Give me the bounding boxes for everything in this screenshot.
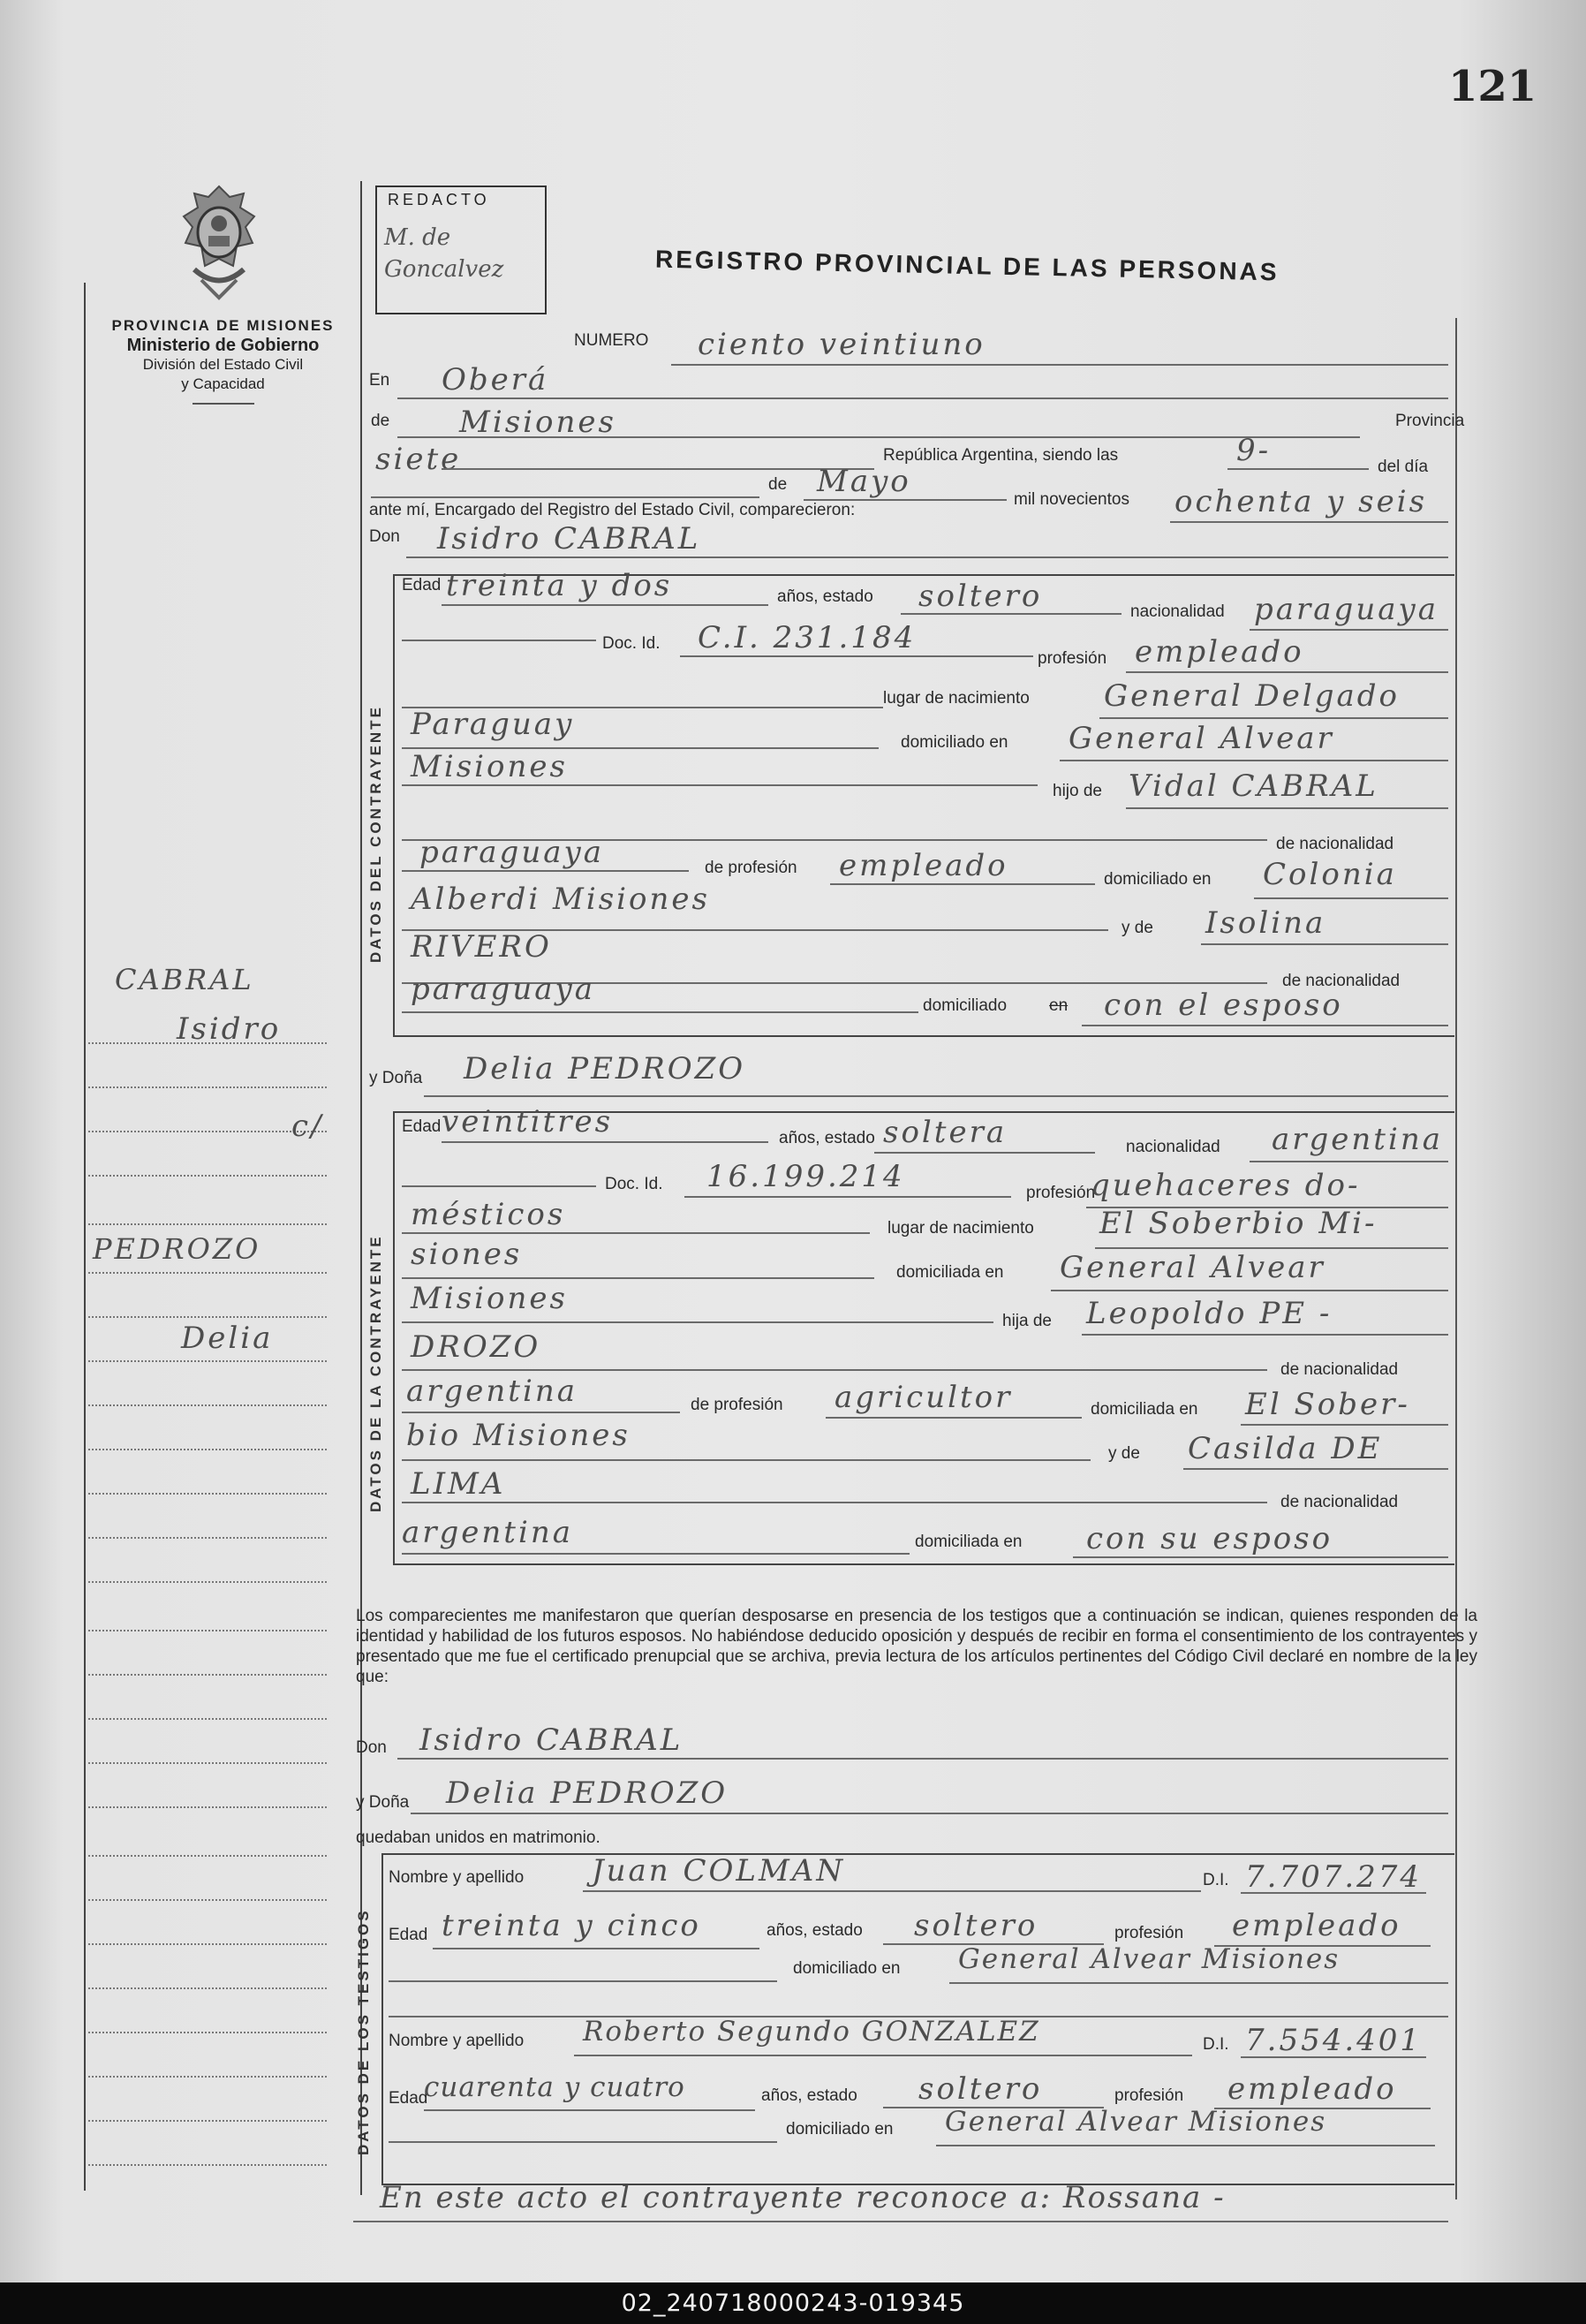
redacto-box [375,185,547,314]
profesion-label-4: profesión [1114,2086,1184,2105]
contrayenta-padre-1: Leopoldo PE - [1086,1296,1333,1331]
contrayente-padre: Vidal CABRAL [1129,768,1378,804]
y-de-label-2: y de [1108,1444,1140,1463]
contrayenta-domicilio-2: Misiones [411,1281,568,1316]
lugar-nac-label-2: lugar de nacimiento [887,1219,1034,1238]
ministry-header [88,316,358,405]
dia-value: siete [375,442,462,477]
contrayente-padre-dom-1: Colonia [1263,857,1397,892]
de-label: de [371,412,390,430]
del-dia-label: del día [1378,458,1429,476]
contrayenta-estado: soltera [883,1115,1008,1150]
contrayente-padre-dom-2: Alberdi Misiones [411,882,710,917]
contrayente-edad: treinta y dos [446,568,673,603]
di-label-2: D.I. [1203,2035,1229,2054]
contrayenta-padre-prof: agricultor [835,1380,1013,1415]
contrayenta-madre-nac: argentina [402,1515,574,1550]
coat-of-arms-icon [175,181,263,305]
ante-label: ante mí, Encargado del Registro del Estado Civil, comparecieron: [369,501,856,519]
document-title: REGISTRO PROVINCIAL DE LAS PERSONAS [654,245,1280,286]
numero-value: ciento veintiuno [698,327,986,362]
ministry-name: Ministerio de Gobierno [126,336,320,355]
nombre-apellido-label-2: Nombre y apellido [389,2032,525,2050]
nacionalidad-label-1: nacionalidad [1130,602,1225,621]
nacionalidad-label-2: nacionalidad [1126,1138,1220,1156]
edad-label-2: Edad [402,1117,442,1136]
contrayenta-edad: veintitres [442,1104,614,1139]
domiciliado-label-5: domiciliado en [786,2120,894,2139]
provincia-value: Misiones [459,405,616,440]
province-name: PROVINCIA DE MISIONES [111,317,335,334]
domiciliado-label-4: domiciliado en [793,1959,901,1978]
domiciliado-label-2: domiciliado en [1104,870,1212,889]
domiciliada-label-3: domiciliada en [915,1533,1023,1551]
anos-estado-label-1: años, estado [777,587,873,606]
contrayente-domicilio-2: Misiones [411,749,568,784]
y-dona-label-1: y Doña [369,1069,423,1087]
margin-name-1: Isidro [177,1011,282,1047]
edad-label-4: Edad [389,2089,428,2108]
domiciliado-label-3: domiciliado [923,996,1008,1015]
contrayente-madre-dom: con el esposo [1104,988,1343,1023]
contrayenta-madre-2: LIMA [411,1466,506,1502]
testigo-1-edad: treinta y cinco [442,1908,701,1943]
profesion-label-1: profesión [1038,649,1107,668]
contrayente-domicilio: General Alvear [1069,721,1334,756]
contrayenta-lugar-nac-1: El Soberbio Mi- [1099,1206,1378,1241]
anos-estado-label-2: años, estado [779,1129,875,1147]
redacto-label: REDACTO [388,191,490,208]
de-profesion-label-2: de profesión [691,1396,783,1414]
contrayenta-side-label: DATOS DE LA CONTRAYENTE [367,1234,384,1512]
nombre-apellido-label-1: Nombre y apellido [389,1868,525,1887]
capacity-name: y Capacidad [181,375,265,392]
testigo-1-domicilio: General Alvear Misiones [958,1943,1341,1975]
final-line: En este acto el contrayente reconoce a: Rossana - [380,2180,1226,2215]
contrayente-lugar-nac-1: General Delgado [1104,678,1401,714]
anos-estado-label-4: años, estado [761,2086,857,2105]
anos-estado-label-3: años, estado [767,1921,863,1940]
doc-label-2: Doc. Id. [605,1175,663,1193]
contrayente-profesion: empleado [1135,634,1304,670]
quedaban-label: quedaban unidos en matrimonio. [356,1828,600,1847]
de-profesion-label-1: de profesión [705,859,797,877]
hija-de-label: hija de [1002,1312,1052,1330]
contrayente-madre-2: RIVERO [411,929,552,965]
de-nacionalidad-label-1: de nacionalidad [1276,835,1394,853]
testigo-1-estado: soltero [914,1908,1038,1943]
contrayenta-padre-dom-1: El Sober- [1245,1387,1410,1422]
margin-surname-1: CABRAL [115,963,254,996]
domiciliado-label-1: domiciliado en [901,733,1008,752]
contrayenta-padre-dom-2: bio Misiones [406,1418,631,1453]
edad-label-3: Edad [389,1926,428,1944]
contrayente-lugar-nac-2: Paraguay [411,707,575,742]
contrayente-nacionalidad: paraguaya [1254,592,1439,627]
contrayente-nombre: Isidro CABRAL [437,521,701,556]
contrayenta-nombre: Delia PEDROZO [464,1051,746,1086]
contrayenta-nacionalidad: argentina [1272,1122,1444,1157]
contrayente-side-label: DATOS DEL CONTRAYENTE [367,705,384,963]
page-number: 121 [1448,62,1537,111]
testigo-2-edad: cuarenta y cuatro [424,2071,685,2103]
y-dona-label-2: y Doña [356,1793,410,1812]
contrayente-madre-nac: paraguaya [411,972,595,1007]
mes-value: Mayo [817,464,911,499]
margin-surname-2: PEDROZO [93,1232,261,1266]
profesion-label-2: profesión [1026,1184,1096,1202]
testigos-side-label: DATOS DE LOS TESTIGOS [355,1908,372,2155]
contrayente-padre-prof: empleado [839,848,1008,883]
division-name: División del Estado Civil [142,356,304,373]
redacto-value: M. de Goncalvez [384,224,504,283]
en-label: En [369,371,390,390]
hijo-de-label: hijo de [1053,782,1102,800]
declaracion-dona: Delia PEDROZO [446,1775,729,1811]
republica-label: República Argentina, siendo las [883,446,1119,465]
contrayenta-lugar-nac-2: siones [411,1237,523,1272]
di-label-1: D.I. [1203,1871,1229,1889]
declaracion-don: Isidro CABRAL [419,1722,683,1758]
domiciliada-label-1: domiciliada en [896,1263,1004,1282]
en-strike-label-1: en [1049,996,1069,1015]
legal-paragraph: Los comparecientes me manifestaron que querían desposarse en presencia de los testigos que a continuación se indican, quienes responden de la identidad y habilidad de los futuros esposos. No habiéndose deducido oposición y después de recibir en forma el consentimiento de los contrayentes y presentado que me fue el certificado prenupcial que se archiva, previa lectura de los artículos pertinentes del Código Civil declaré en nombre de la ley que: [356,1607,1477,1686]
contrayente-doc: C.I. 231.184 [698,620,917,655]
contrayenta-profesion-1: quehaceres do- [1091,1168,1361,1203]
testigo-2-nombre: Roberto Segundo GONZALEZ [583,2016,1040,2048]
de-nacionalidad-label-3: de nacionalidad [1280,1360,1399,1379]
don-label-2: Don [356,1738,387,1757]
testigo-2-profesion: empleado [1227,2071,1397,2107]
edad-label-1: Edad [402,576,442,594]
lugar-nac-label-1: lugar de nacimiento [883,689,1030,708]
contrayenta-madre-1: Casilda DE [1188,1431,1383,1466]
contrayente-padre-nac: paraguaya [419,835,604,870]
contrayenta-profesion-2: mésticos [411,1197,566,1232]
y-de-label-1: y de [1122,919,1153,937]
numero-label: NUMERO [574,331,649,350]
domiciliada-label-2: domiciliada en [1091,1400,1198,1419]
de-nacionalidad-label-2: de nacionalidad [1282,972,1401,990]
doc-label-1: Doc. Id. [602,634,661,653]
image-id-footer: 02_240718000243-019345 [0,2282,1586,2324]
contrayente-madre-1: Isolina [1205,905,1326,941]
de-nacionalidad-label-4: de nacionalidad [1280,1493,1399,1511]
anio-value: ochenta y seis [1174,484,1428,519]
mil-label: mil novecientos [1014,490,1129,509]
testigo-1-di: 7.707.274 [1245,1859,1423,1895]
testigo-2-estado: soltero [918,2071,1043,2107]
profesion-label-3: profesión [1114,1924,1184,1942]
margin-conj: c/ [291,1109,324,1144]
contrayenta-doc: 16.199.214 [706,1159,905,1194]
testigo-1-nombre: Juan COLMAN [592,1853,846,1889]
testigo-2-di: 7.554.401 [1245,2023,1423,2058]
contrayenta-padre-2: DROZO [411,1329,541,1365]
provincia-label: Provincia [1395,412,1465,430]
don-label: Don [369,527,400,546]
testigo-2-domicilio: General Alvear Misiones [945,2106,1327,2138]
de-mes-label: de [768,475,788,494]
margin-name-2: Delia [181,1321,274,1356]
ciudad-value: Oberá [442,362,549,397]
contrayente-estado: soltero [918,579,1043,614]
contrayenta-madre-dom: con su esposo [1086,1521,1333,1556]
contrayenta-domicilio: General Alvear [1060,1250,1325,1285]
contrayenta-padre-nac: argentina [406,1374,578,1409]
testigo-1-profesion: empleado [1232,1908,1401,1943]
hora-value: 9- [1236,433,1272,468]
